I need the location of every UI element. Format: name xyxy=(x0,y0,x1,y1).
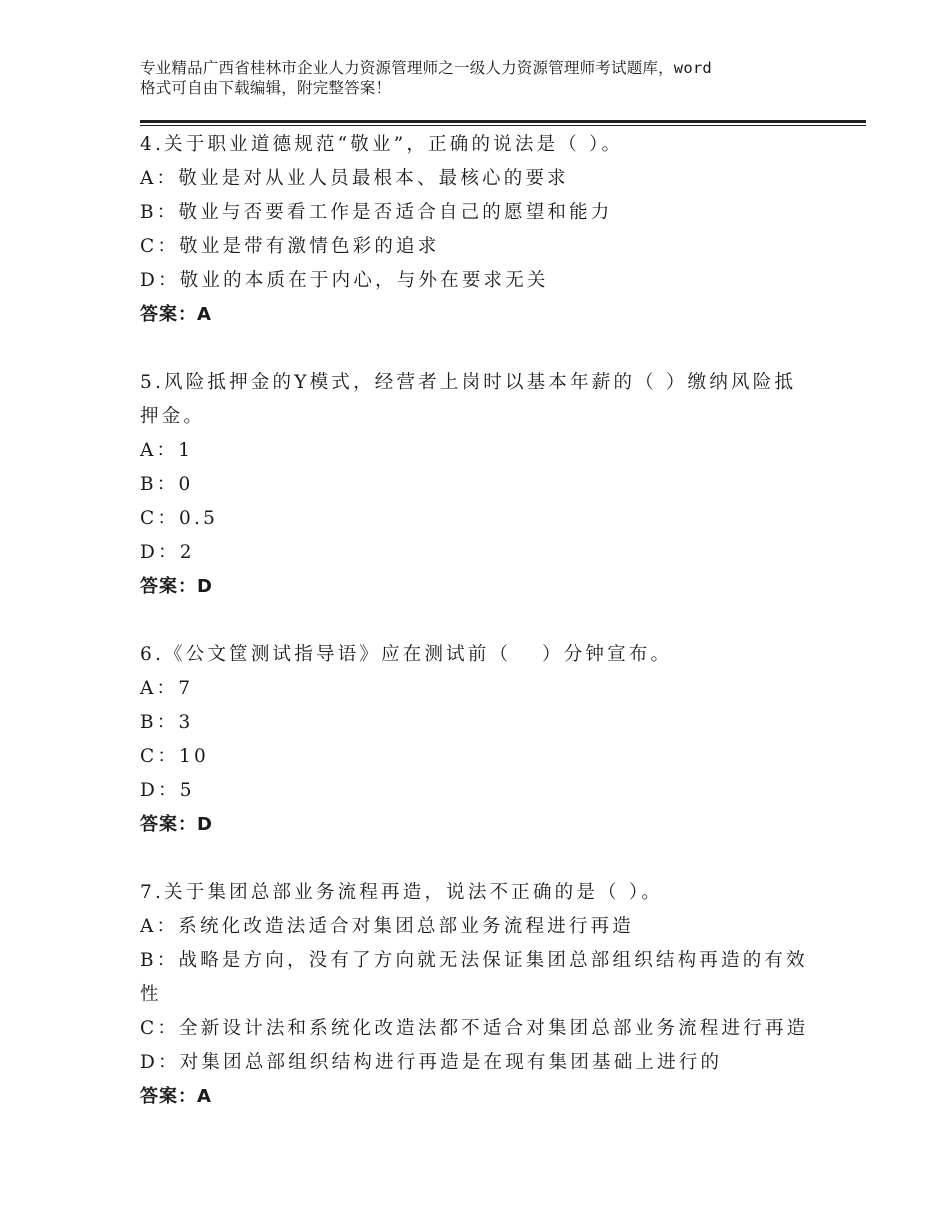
question-7 xyxy=(140,876,820,1114)
answer-label: 答案：D xyxy=(140,814,213,835)
header-line-2: 格式可自由下载编辑，附完整答案！ xyxy=(140,79,392,97)
option-b: B：战略是方向，没有了方向就无法保证集团总部组织结构再造的有效性 xyxy=(140,950,808,1005)
question-stem: 7.关于集团总部业务流程再造，说法不正确的是（ ）。 xyxy=(140,882,663,903)
option-d: D：2 xyxy=(140,542,195,563)
option-b: B：0 xyxy=(140,474,194,495)
option-c: C：全新设计法和系统化改造法都不适合对集团总部业务流程进行再造 xyxy=(140,1018,809,1039)
header-rule-thin xyxy=(140,125,866,126)
question-stem: 4.关于职业道德规范“敬业”，正确的说法是（ ）。 xyxy=(140,134,624,155)
document-header xyxy=(140,58,830,98)
question-5 xyxy=(140,366,820,604)
question-list xyxy=(140,128,820,1148)
option-b: B：敬业与否要看工作是否适合自己的愿望和能力 xyxy=(140,202,613,223)
option-d: D：对集团总部组织结构进行再造是在现有集团基础上进行的 xyxy=(140,1052,723,1073)
option-c: C：0.5 xyxy=(140,508,219,529)
option-a: A：系统化改造法适合对集团总部业务流程进行再造 xyxy=(140,916,634,937)
question-4 xyxy=(140,128,820,332)
option-c: C：敬业是带有激情色彩的追求 xyxy=(140,236,440,257)
option-a: A：7 xyxy=(140,678,194,699)
header-line-1: 专业精品广西省桂林市企业人力资源管理师之一级人力资源管理师考试题库，word xyxy=(140,59,712,77)
answer-label: 答案：A xyxy=(140,1086,212,1107)
answer-label: 答案：A xyxy=(140,304,212,325)
option-b: B：3 xyxy=(140,712,194,733)
question-stem: 6.《公文筐测试指导语》应在测试前（ ）分钟宣布。 xyxy=(140,644,673,665)
answer-label: 答案：D xyxy=(140,576,213,597)
option-d: D：5 xyxy=(140,780,195,801)
option-a: A：1 xyxy=(140,440,194,461)
option-c: C：10 xyxy=(140,746,209,767)
question-6 xyxy=(140,638,820,842)
question-stem: 5.风险抵押金的Y模式，经营者上岗时以基本年薪的（ ）缴纳风险抵押金。 xyxy=(140,372,797,427)
header-rule-thick xyxy=(140,120,866,123)
option-d: D：敬业的本质在于内心，与外在要求无关 xyxy=(140,270,549,291)
option-a: A：敬业是对从业人员最根本、最核心的要求 xyxy=(140,168,569,189)
